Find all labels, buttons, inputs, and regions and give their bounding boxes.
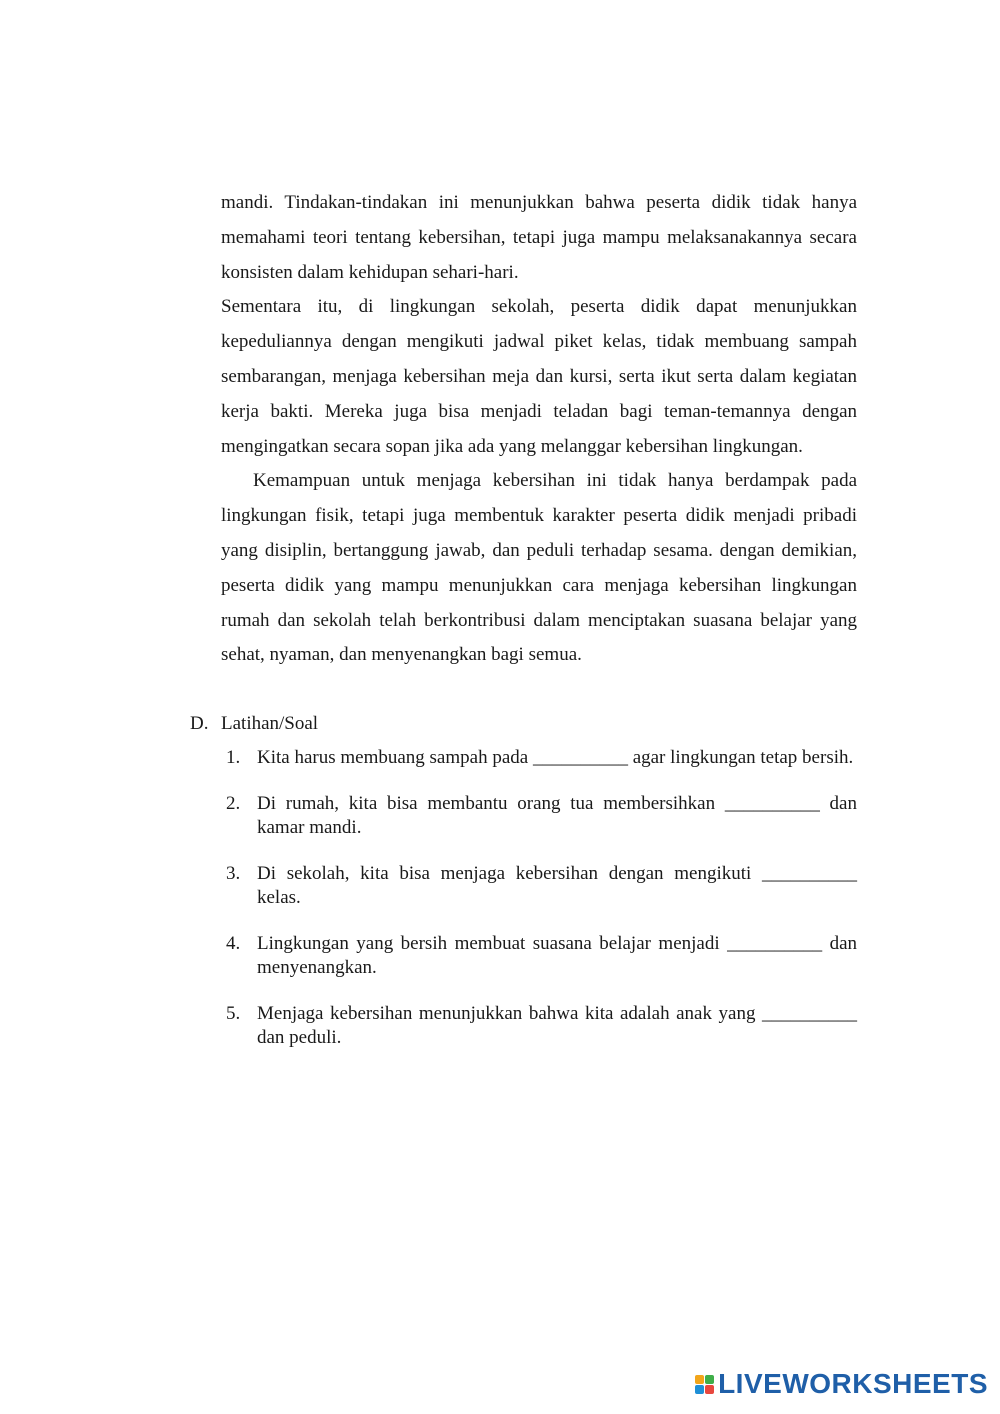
logo-square bbox=[695, 1385, 704, 1394]
logo-mark-icon bbox=[695, 1375, 714, 1394]
section-heading bbox=[190, 707, 857, 742]
question-item bbox=[221, 932, 857, 980]
paragraph-conclusion: Kemampuan untuk menjaga kebersihan ini tidak hanya berdampak pada lingkungan fisik, tetapi juga membentuk karakter peserta didik menjadi pribadi yang disiplin, bertanggung jawab, dan peduli terhadap sesama. dengan demikian, peserta didik yang mampu menunjukkan cara menjaga kebersihan lingkungan rumah dan sekolah telah berkontribusi dalam menciptakan suasana belajar yang sehat, nyaman, dan menyenangkan bagi semua. bbox=[221, 470, 857, 666]
section-letter: D. bbox=[190, 713, 209, 734]
question-text: Kita harus membuang sampah pada __________ agar lingkungan tetap bersih. bbox=[257, 747, 854, 768]
reading-text bbox=[221, 186, 857, 673]
question-number: 2. bbox=[226, 793, 241, 814]
question-item bbox=[221, 862, 857, 910]
question-list bbox=[221, 746, 857, 1072]
question-number: 4. bbox=[226, 933, 241, 954]
logo-square bbox=[705, 1385, 714, 1394]
question-text: Di sekolah, kita bisa menjaga kebersihan dengan mengikuti __________ kelas. bbox=[257, 863, 857, 908]
liveworksheets-logo bbox=[695, 1368, 988, 1400]
paragraph-school: Sementara itu, di lingkungan sekolah, peserta didik dapat menunjukkan kepeduliannya dengan mengikuti jadwal piket kelas, tidak membuang sampah sembarangan, menjaga kebersihan meja dan kursi, serta ikut serta dalam kegiatan kerja bakti. Mereka juga bisa menjadi teladan bagi teman-temannya dengan mengingatkan secara sopan jika ada yang melanggar kebersihan lingkungan. bbox=[221, 296, 857, 457]
question-text: Lingkungan yang bersih membuat suasana belajar menjadi __________ dan menyenangkan. bbox=[257, 933, 857, 978]
section-title: Latihan/Soal bbox=[221, 713, 319, 734]
paragraph-continuation: mandi. Tindakan-tindakan ini menunjukkan bahwa peserta didik tidak hanya memahami teori tentang kebersihan, tetapi juga mampu melaksanakannya secara konsisten dalam kehidupan sehari-hari. bbox=[221, 192, 857, 283]
question-item bbox=[221, 792, 857, 840]
question-number: 3. bbox=[226, 863, 241, 884]
question-number: 5. bbox=[226, 1003, 241, 1024]
question-item bbox=[221, 1002, 857, 1050]
question-text: Di rumah, kita bisa membantu orang tua membersihkan __________ dan kamar mandi. bbox=[257, 793, 857, 838]
question-text: Menjaga kebersihan menunjukkan bahwa kita adalah anak yang __________ dan peduli. bbox=[257, 1003, 857, 1048]
logo-square bbox=[705, 1375, 714, 1384]
question-number: 1. bbox=[226, 747, 241, 768]
logo-wordmark: LIVEWORKSHEETS bbox=[718, 1368, 988, 1399]
logo-square bbox=[695, 1375, 704, 1384]
question-item bbox=[221, 746, 857, 770]
